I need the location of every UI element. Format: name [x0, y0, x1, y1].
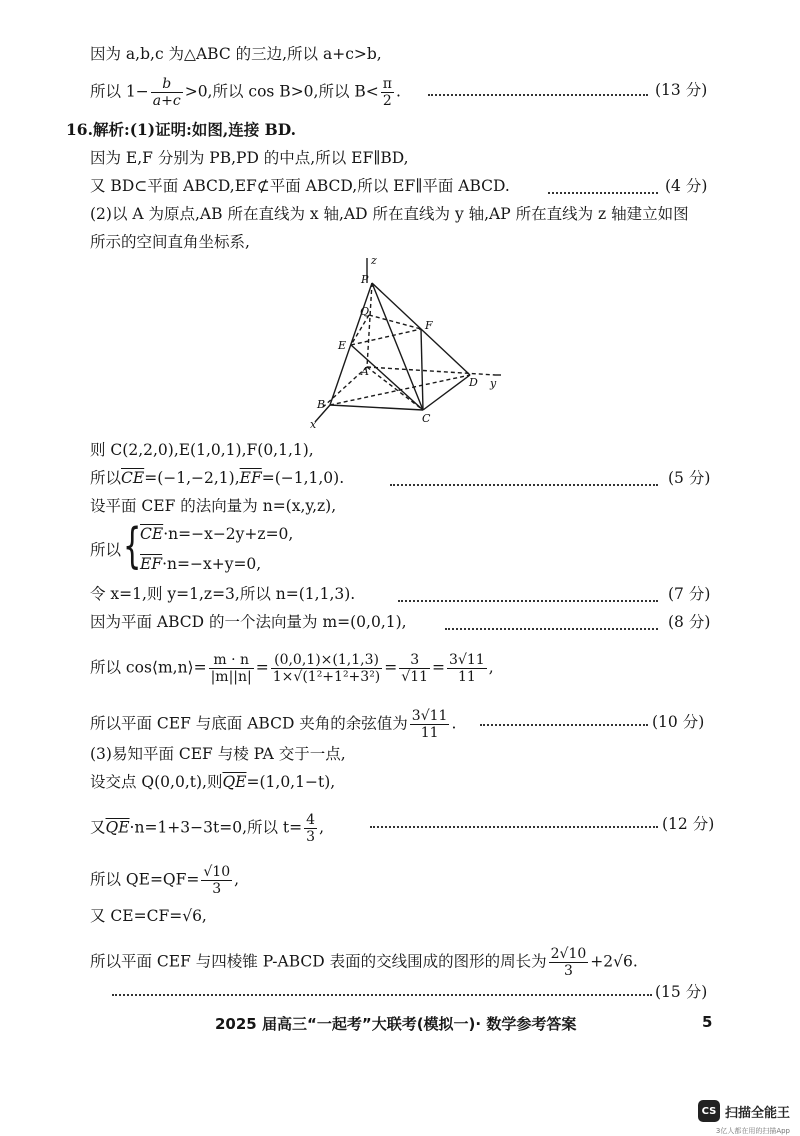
text: , [319, 818, 325, 837]
line-solve-t [90, 812, 324, 845]
text: , [488, 658, 494, 677]
vector-EF: $\overline{EF}$ [239, 469, 262, 487]
denominator: 3 [306, 829, 316, 845]
leader-dots [112, 994, 652, 996]
label-F: F [425, 319, 433, 332]
vector-QE: $\overline{QE}$ [105, 818, 130, 837]
page-number: 5 [702, 1013, 713, 1031]
denominator: a+c [152, 93, 181, 109]
leader-dots [370, 826, 658, 828]
fraction-expanded [271, 652, 383, 685]
numerator: 4 [306, 812, 316, 828]
text: . [395, 82, 401, 101]
score-10: (10 分) [652, 713, 705, 731]
vector-EF: $\overline{EF}$ [140, 555, 163, 573]
vector-CE: $\overline{CE}$ [140, 525, 164, 543]
numerator: π [382, 76, 392, 92]
watermark-tagline: 3亿人都在用的扫描App [715, 1127, 790, 1135]
scanner-watermark [698, 1100, 790, 1135]
watermark-name: 扫描全能王 [724, 1105, 790, 1121]
text: =(−1,−2,1), [144, 469, 240, 487]
denominator: |m||n| [210, 669, 252, 685]
label-z: z [371, 255, 377, 267]
score-7: (7 分) [668, 585, 711, 603]
line-system-eq2 [140, 554, 261, 574]
line-point-coords: 则 C(2,2,0),E(1,0,1),F(0,1,1), [90, 441, 314, 459]
fraction-dot-over-norms [209, 652, 254, 685]
line-cos-b-conclusion [90, 76, 401, 109]
numerator: (0,0,1)×(1,1,3) [271, 652, 383, 669]
numerator: 3√11 [449, 652, 485, 668]
line-triangle-sides: 因为 a,b,c 为△ABC 的三边,所以 a+c>b, [90, 45, 382, 63]
fraction-3-over-root11 [399, 652, 430, 685]
camscanner-logo-icon: CS [698, 1100, 720, 1122]
denominator: 3 [563, 963, 573, 979]
label-C: C [422, 412, 431, 425]
line-solve-n: 令 x=1,则 y=1,z=3,所以 n=(1,1,3). [90, 585, 356, 603]
label-x: x [310, 418, 317, 430]
score-8: (8 分) [668, 613, 711, 631]
denominator: 11 [420, 725, 439, 741]
text: 所以 1− [90, 82, 149, 101]
fraction-cos-value [410, 708, 450, 741]
leader-dots [428, 94, 648, 96]
text: , [234, 870, 240, 889]
text: 所以 [90, 469, 122, 487]
denominator: √11 [401, 669, 429, 685]
numerator: 3√11 [411, 708, 448, 724]
label-A: A [361, 365, 369, 378]
text: 所以 QE=QF= [90, 870, 200, 889]
line-part3-intro: (3)易知平面 CEF 与棱 PA 交于一点, [90, 745, 346, 763]
edge-BC [330, 405, 423, 410]
text: +2√6. [590, 952, 638, 971]
line-cosine-value [90, 708, 456, 741]
segment-FC [421, 329, 423, 410]
label-P: P [361, 273, 369, 286]
line-coordinate-setup: (2)以 A 为原点,AB 所在直线为 x 轴,AD 所在直线为 y 轴,AP 所在直线为 z 轴建立如图 [90, 205, 689, 223]
line-normal-vector: 设平面 CEF 的法向量为 n=(x,y,z), [90, 497, 337, 515]
pyramid-figure [305, 255, 505, 430]
score-13: (13 分) [655, 81, 708, 99]
text: 所以 cos⟨m,n⟩= [90, 658, 207, 677]
text: 所以平面 CEF 与四棱锥 P-ABCD 表面的交线围成的图形的周长为 [90, 952, 547, 971]
line-perimeter [90, 946, 638, 979]
line-parallel-plane: 又 BD⊂平面 ABCD,EF⊄平面 ABCD,所以 EF∥平面 ABCD. [90, 177, 510, 195]
segment-EF [351, 329, 421, 345]
denominator: 11 [457, 669, 476, 685]
line-qe-qf [90, 864, 239, 897]
score-4: (4 分) [665, 177, 708, 195]
text: . [451, 714, 457, 733]
text: ·n=−x+y=0, [162, 555, 262, 573]
leader-dots [445, 628, 658, 630]
denominator: 2 [382, 93, 392, 109]
fraction-root10-over-3 [201, 864, 232, 897]
text: 所以平面 CEF 与底面 ABCD 夹角的余弦值为 [90, 714, 408, 733]
numerator: m · n [209, 652, 254, 669]
edge-PB [330, 283, 372, 405]
denominator: 1×√(1²+1²+3²) [272, 669, 381, 685]
score-5: (5 分) [668, 469, 711, 487]
line-system-eq1 [140, 524, 293, 544]
text: >0,所以 cos B>0,所以 B< [184, 82, 379, 101]
text: =(1,0,1−t), [246, 773, 336, 791]
denominator: 3 [212, 881, 222, 897]
footer-title: 2025 届高三“一起考”大联考(模拟一)· 数学参考答案 [215, 1015, 577, 1033]
text: ·n=−x−2y+z=0, [163, 525, 294, 543]
leader-dots [548, 192, 658, 194]
line-vectors-ce-ef [90, 468, 344, 488]
line-cos-angle: 所以 cos⟨m,n⟩= $\frac{m \cdot n}{|m||n|}$ = $\frac{(0,0,1)\times(1,1,3)}{\text{1×√(1²+1²+3²)}}$ = $\frac{3}{√11}$ = $\frac{3√11}{11}$ , [90, 652, 494, 685]
numerator: b [151, 76, 183, 93]
leader-dots [398, 600, 658, 602]
y-axis-dashed [367, 367, 495, 375]
fraction-4-over-3 [304, 812, 317, 845]
numerator: 3 [399, 652, 430, 669]
score-12: (12 分) [662, 815, 715, 833]
text: 又 [90, 818, 106, 837]
line-midpoints: 因为 E,F 分别为 PB,PD 的中点,所以 EF∥BD, [90, 149, 409, 167]
vector-QE: $\overline{QE}$ [222, 773, 247, 791]
numerator: √10 [203, 864, 231, 880]
label-y: y [490, 377, 497, 390]
leader-dots [480, 724, 648, 726]
text: ·n=1+3−3t=0,所以 t= [129, 818, 303, 837]
line-point-q [90, 772, 335, 792]
fraction-rationalized [447, 652, 487, 685]
system-brace: { [123, 518, 142, 574]
label-Q: Q [360, 305, 370, 318]
score-15: (15 分) [655, 983, 708, 1001]
line-ce-cf: 又 CE=CF=√6, [90, 907, 207, 925]
fraction-2root10-over-3 [549, 946, 589, 979]
line-coordinate-setup-cont: 所示的空间直角坐标系, [90, 233, 250, 251]
label-B: B [317, 398, 326, 411]
vector-CE: $\overline{CE}$ [121, 469, 145, 487]
numerator: 2√10 [550, 946, 587, 962]
line-normal-m: 因为平面 ABCD 的一个法向量为 m=(0,0,1), [90, 613, 407, 631]
text: =(−1,1,0). [261, 469, 345, 487]
leader-dots [390, 484, 658, 486]
line-problem-16-heading: 16.解析:(1)证明:如图,连接 BD. [66, 120, 297, 139]
label-E: E [338, 339, 347, 352]
label-D: D [469, 376, 478, 389]
fraction-pi-over-2 [381, 76, 394, 109]
fraction-b-over-a-plus-c [151, 76, 183, 109]
line-system-label: 所以 [90, 541, 122, 559]
text: 设交点 Q(0,0,t),则 [90, 773, 223, 791]
